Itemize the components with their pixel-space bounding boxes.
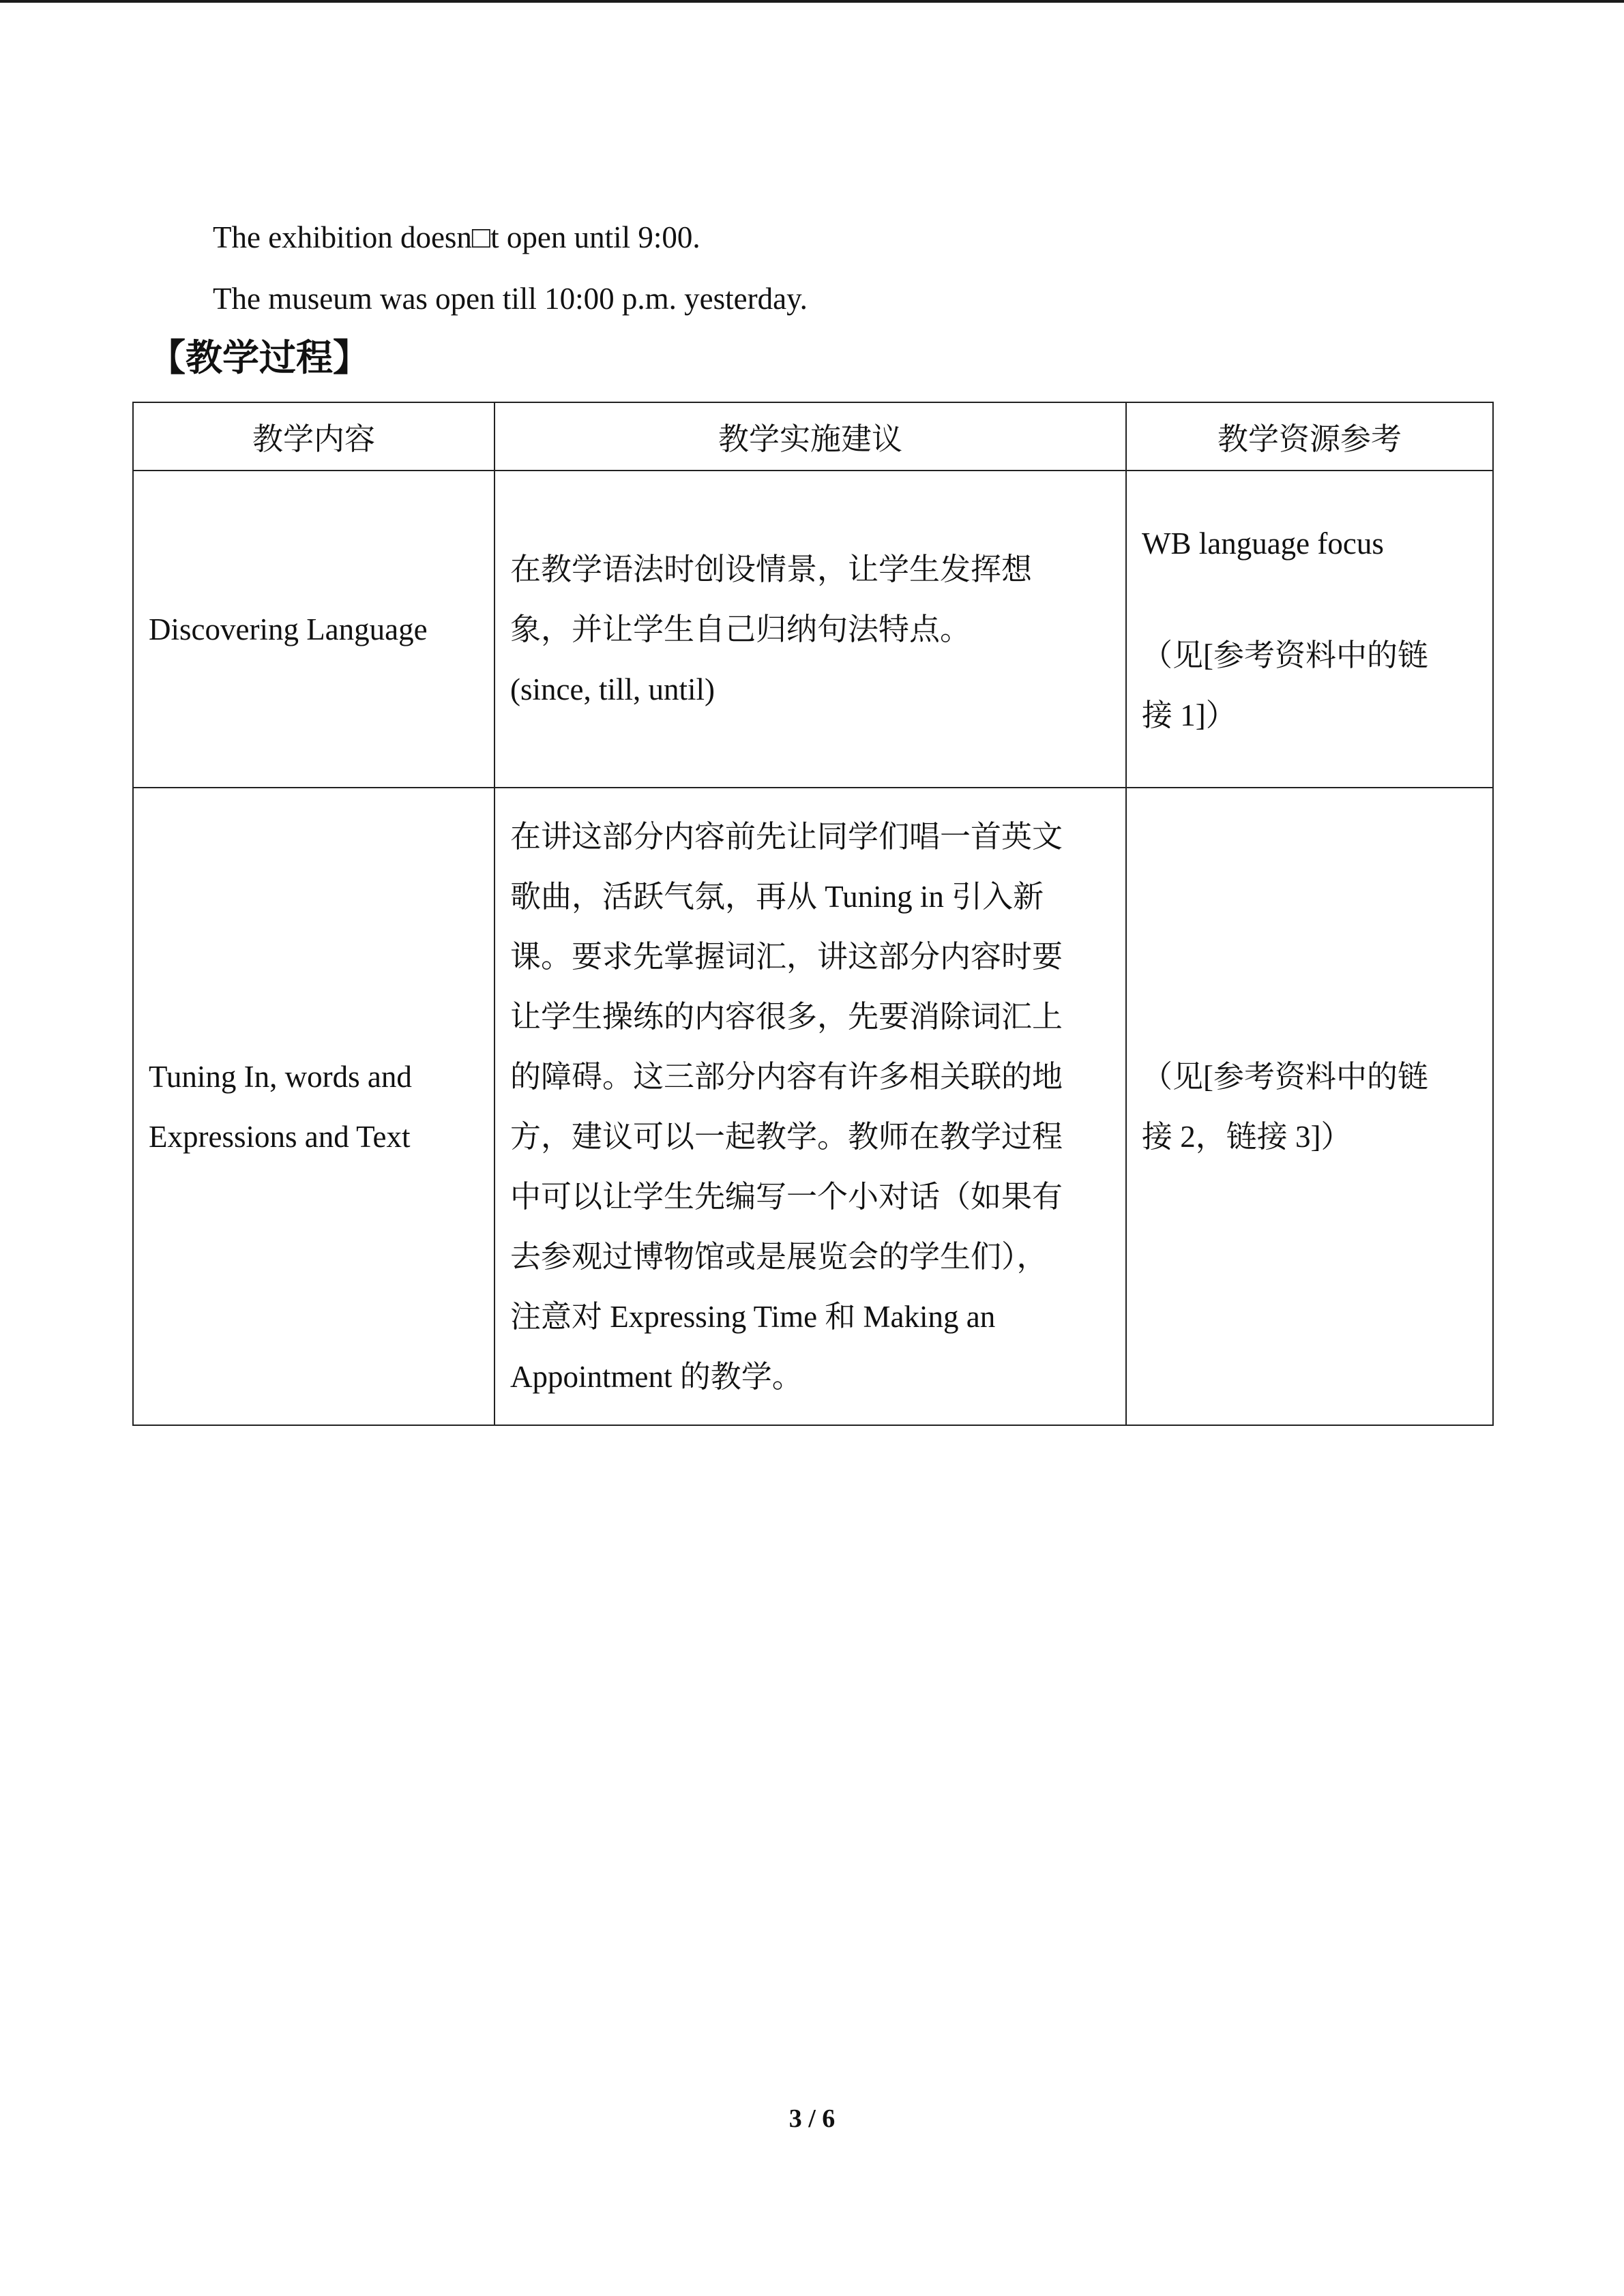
row1-resource-ref: （见[参考资料中的链 — [1142, 638, 1428, 672]
row2-suggestion-line: 在讲这部分内容前先让同学们唱一首英文 — [510, 819, 1063, 854]
row2-suggestion-line: 让学生操练的内容很多，先要消除词汇上 — [510, 999, 1063, 1034]
row2-suggestion-line: 中可以让学生先编写一个小对话（如果有 — [510, 1179, 1063, 1214]
table-row — [133, 788, 1493, 1425]
header-resource: 教学资源参考 — [1126, 402, 1493, 471]
example-sentence-1: The exhibition doesn□t open until 9:00. — [213, 220, 700, 254]
row1-content-text: Discovering Language — [149, 612, 428, 646]
row2-suggestion-line: 的障碍。这三部分内容有许多相关联的地 — [510, 1059, 1063, 1094]
table-row — [133, 471, 1493, 788]
row1-resource-ref: 接 1]） — [1142, 698, 1237, 732]
row2-suggestion-line: Appointment 的教学。 — [510, 1359, 803, 1394]
row2-content-line: Expressions and Text — [149, 1119, 411, 1154]
row2-resource — [1126, 788, 1493, 1425]
row2-suggestion-line: 歌曲，活跃气氛，再从 Tuning in 引入新 — [510, 879, 1044, 914]
teaching-process-table — [132, 402, 1494, 1426]
section-heading: 【教学过程】 — [149, 336, 370, 379]
header-suggestion: 教学实施建议 — [494, 402, 1126, 471]
row2-content-line: Tuning In, words and — [149, 1059, 412, 1094]
page-number: 3 / 6 — [788, 2104, 836, 2133]
row2-suggestion-line: 课。要求先掌握词汇，讲这部分内容时要 — [510, 939, 1063, 974]
row1-suggestion-line: (since, till, until) — [510, 672, 715, 706]
row1-content — [133, 471, 494, 788]
row1-resource — [1126, 471, 1493, 788]
row2-suggestion-line: 方，建议可以一起教学。教师在教学过程 — [510, 1119, 1063, 1154]
row1-resource-focus: WB language focus — [1142, 526, 1384, 561]
row2-content — [133, 788, 494, 1425]
row2-resource-ref: 接 2，链接 3]） — [1142, 1119, 1352, 1154]
row1-suggestion — [494, 471, 1126, 788]
row2-suggestion-line: 去参观过博物馆或是展览会的学生们）， — [510, 1239, 1048, 1274]
row2-resource-ref: （见[参考资料中的链 — [1142, 1059, 1428, 1094]
top-border-rule — [0, 0, 1624, 3]
row1-suggestion-line: 在教学语法时创设情景，让学生发挥想 — [510, 552, 1033, 586]
row2-suggestion — [494, 788, 1126, 1425]
row2-suggestion-line: 注意对 Expressing Time 和 Making an — [510, 1299, 996, 1334]
header-content: 教学内容 — [133, 402, 494, 471]
row1-suggestion-line: 象，并让学生自己归纳句法特点。 — [510, 612, 971, 646]
example-sentence-2: The museum was open till 10:00 p.m. yesterday. — [213, 282, 808, 316]
table-header-row — [133, 402, 1493, 471]
